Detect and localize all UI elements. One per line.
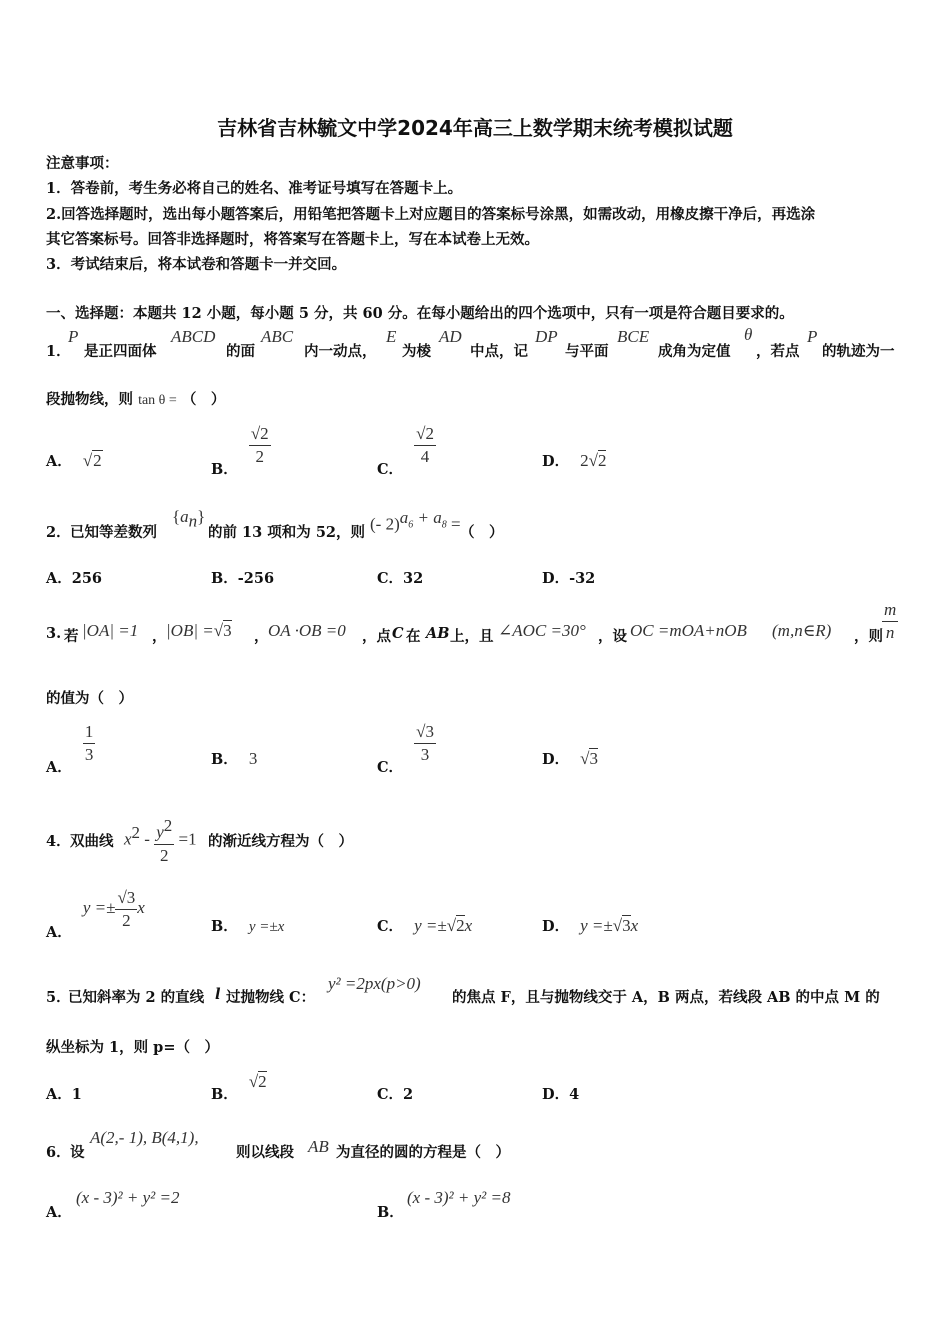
q5-option-b-label: B． bbox=[211, 1086, 238, 1103]
question-1-line-2 bbox=[46, 388, 225, 409]
q3-text-1: 若 bbox=[64, 628, 79, 645]
q3-option-a[interactable] bbox=[46, 722, 95, 776]
q2-math-sequence: $\{a_n\}$ bbox=[172, 507, 206, 531]
q1-text-2: 的面 bbox=[226, 343, 255, 360]
q1-math-AD: AD bbox=[439, 327, 462, 346]
q3-math-ab: AB bbox=[426, 625, 450, 642]
q2-option-c[interactable]: C．32 bbox=[377, 570, 424, 587]
q4-option-b-label: B． bbox=[211, 918, 238, 935]
q3-option-d[interactable] bbox=[542, 748, 598, 769]
q1-math-DP: DP bbox=[535, 327, 558, 346]
q3-option-a-label: A． bbox=[46, 758, 72, 776]
q1-math-E: E bbox=[386, 327, 397, 346]
q3-math-angle: ∠AOC =30° bbox=[498, 621, 586, 640]
q5-line-l: l bbox=[215, 986, 221, 1003]
q4-math-equation: $x^2$ - $\frac{y^2}{2}$ =1 bbox=[124, 816, 197, 865]
q1-text-3: 内一动点， bbox=[304, 343, 377, 360]
q6-option-a[interactable] bbox=[46, 1186, 346, 1226]
page-title: 吉林省吉林毓文中学2024年高三上数学期末统考模拟试题 bbox=[217, 116, 733, 140]
q5-number: 5． bbox=[46, 989, 71, 1006]
q1-option-c-label: C． bbox=[377, 460, 404, 478]
q3-option-b-label: B． bbox=[211, 751, 238, 768]
q2-number: 2． bbox=[46, 524, 71, 541]
q2-option-b[interactable]: B．-256 bbox=[211, 570, 275, 587]
q1-text-1: 是正四面体 bbox=[84, 343, 157, 360]
q2-text-2: 的前 13 项和为 52，则 bbox=[208, 524, 366, 541]
q3-option-a-value: $\frac{1}{3}$ bbox=[84, 722, 94, 764]
q1-option-d-value: 2√2 bbox=[580, 451, 607, 470]
q5-option-a[interactable]: A．1 bbox=[46, 1086, 82, 1103]
q3-option-c-value: $\frac{√3}{3}$ bbox=[416, 722, 434, 764]
q1-math-BCE: BCE bbox=[617, 327, 650, 346]
q3-option-c[interactable] bbox=[377, 722, 436, 776]
q4-option-a-label: A． bbox=[46, 924, 72, 942]
q1-option-a[interactable] bbox=[46, 450, 103, 471]
q1-math-P2: P bbox=[807, 327, 818, 346]
q3-text-8: ，则 bbox=[854, 628, 883, 645]
q6-option-b-value: (x - 3)² + y² =8 bbox=[407, 1188, 511, 1207]
q3-text-4: ，点 bbox=[362, 628, 391, 645]
q1-text-6: 与平面 bbox=[565, 343, 609, 360]
q5-math-parabola: y² =2px(p>0) bbox=[328, 974, 421, 993]
q2-math-power: (- 2)$^{a_6 + a_8}$ = bbox=[370, 508, 461, 534]
q4-option-a[interactable] bbox=[46, 888, 145, 942]
q3-option-b-value: 3 bbox=[248, 749, 258, 768]
q1-math-P: P bbox=[68, 327, 79, 346]
q1-text-4: 为棱 bbox=[402, 343, 431, 360]
q4-option-a-value: y =± $\frac{√3}{2}$ x bbox=[82, 888, 145, 930]
q1-text-5: 中点，记 bbox=[470, 343, 528, 360]
q3-text-3: ， bbox=[254, 628, 269, 645]
q1-option-a-value: √2 bbox=[82, 451, 102, 470]
notice-item-1: 1．答卷前，考生务必将自己的姓名、准考证号填写在答题卡上。 bbox=[46, 180, 463, 197]
q3-option-d-label: D． bbox=[542, 751, 570, 768]
q4-option-c-value: y =±√2x bbox=[414, 916, 473, 935]
q1-text-7: 成角为定值 bbox=[658, 343, 731, 360]
question-6 bbox=[46, 1125, 646, 1165]
q3-number: 3. bbox=[46, 625, 62, 642]
q1-option-b-value: $\frac{√2}{2}$ bbox=[250, 424, 269, 466]
q2-answer-blank: （ ） bbox=[460, 524, 504, 541]
q3-text-5: 在 bbox=[406, 628, 421, 645]
q1-math-theta: θ bbox=[744, 325, 753, 344]
q6-option-b-label: B． bbox=[377, 1204, 404, 1221]
q6-math-ab: AB bbox=[308, 1137, 329, 1156]
q5-option-b-value: √2 bbox=[248, 1072, 267, 1091]
q3-math-oc: OC =mOA+nOB bbox=[630, 621, 747, 640]
q4-option-b[interactable] bbox=[211, 915, 284, 936]
q4-option-d-label: D． bbox=[542, 918, 570, 935]
notice-heading: 注意事项： bbox=[46, 155, 119, 172]
q6-number: 6． bbox=[46, 1144, 71, 1161]
q5-option-d[interactable]: D．4 bbox=[542, 1086, 580, 1103]
question-2 bbox=[46, 505, 546, 545]
question-5-line-1 bbox=[46, 972, 906, 1012]
q6-option-a-value: (x - 3)² + y² =2 bbox=[76, 1188, 180, 1207]
q3-math-oa: |OA| =1 bbox=[82, 621, 139, 640]
q1-option-a-label: A． bbox=[46, 453, 72, 470]
q1-answer-blank: （ ） bbox=[181, 391, 226, 408]
q1-option-b[interactable] bbox=[211, 424, 271, 478]
q5-text-2: 过抛物线 C： bbox=[226, 989, 316, 1006]
q2-text-1: 已知等差数列 bbox=[70, 524, 157, 541]
q5-text-3: 的焦点 F，且与抛物线交于 A，B 两点，若线段 AB 的中点 M 的 bbox=[452, 989, 880, 1006]
q1-number: 1． bbox=[46, 343, 71, 360]
question-1-line-1 bbox=[46, 324, 906, 364]
q4-text-2: 的渐近线方程为（ ） bbox=[208, 833, 353, 850]
q3-option-d-value: √3 bbox=[580, 749, 598, 768]
q4-option-d-value: y =±√3x bbox=[580, 916, 639, 935]
q3-math-mn: (m,n∈R) bbox=[772, 621, 832, 640]
section-1-heading: 一、选择题：本题共 12 小题，每小题 5 分，共 60 分。在每小题给出的四个选项中，只有一项是符合题目要求的。 bbox=[46, 305, 794, 322]
question-3-line-1 bbox=[46, 600, 906, 650]
q1-math-ABC: ABC bbox=[261, 327, 294, 346]
q5-text-1: 已知斜率为 2 的直线 bbox=[68, 989, 205, 1006]
question-5-line-2: 纵坐标为 1，则 p=（ ） bbox=[46, 1039, 219, 1056]
q5-option-c[interactable]: C．2 bbox=[377, 1086, 414, 1103]
q3-option-c-label: C． bbox=[377, 758, 404, 776]
q6-option-b[interactable] bbox=[377, 1186, 677, 1226]
q4-option-d[interactable] bbox=[542, 915, 638, 936]
q3-text-2: ， bbox=[152, 628, 167, 645]
q2-option-d[interactable]: D．-32 bbox=[542, 570, 596, 587]
q1-math-ABCD: ABCD bbox=[171, 327, 216, 346]
notice-item-2: 2.回答选择题时，选出每小题答案后，用铅笔把答题卡上对应题目的答案标号涂黑，如需改动，用橡皮擦干净后，再选涂 bbox=[46, 206, 816, 223]
q3-math-c: C bbox=[392, 625, 404, 642]
q1-option-d-label: D． bbox=[542, 453, 570, 470]
q4-option-b-value: y =±x bbox=[248, 919, 285, 935]
q3-text-7: ，设 bbox=[598, 628, 627, 645]
q6-math-points: A(2,- 1), B(4,1), bbox=[90, 1128, 199, 1147]
q4-option-c[interactable] bbox=[377, 915, 472, 936]
q6-option-a-label: A． bbox=[46, 1204, 72, 1221]
q1-option-c-value: $\frac{√2}{4}$ bbox=[416, 424, 434, 466]
question-4 bbox=[46, 806, 446, 865]
q6-text-1: 设 bbox=[70, 1144, 85, 1161]
q1-option-c[interactable] bbox=[377, 424, 436, 478]
q3-math-dot: OA ·OB =0 bbox=[268, 621, 346, 640]
notice-item-2-cont: 其它答案标号。回答非选择题时，将答案写在答题卡上，写在本试卷上无效。 bbox=[46, 231, 539, 248]
q1-math-tan: tan θ = bbox=[138, 393, 177, 408]
q3-text-6: 上，且 bbox=[450, 628, 494, 645]
q3-option-b[interactable] bbox=[211, 748, 257, 769]
q6-text-3: 为直径的圆的方程是（ ） bbox=[336, 1144, 510, 1161]
q1-option-b-label: B． bbox=[211, 460, 238, 478]
notice-item-3: 3．考试结束后，将本试卷和答题卡一并交回。 bbox=[46, 256, 347, 273]
q1-text-9: 的轨迹为一 bbox=[822, 343, 895, 360]
q5-option-b[interactable] bbox=[211, 1072, 267, 1104]
q6-text-2: 则以线段 bbox=[236, 1144, 294, 1161]
q1-text-8: ，若点 bbox=[756, 343, 800, 360]
question-3-line-2: 的值为（ ） bbox=[46, 690, 133, 707]
q3-math-m-over-n: $\frac{m}{n}$ bbox=[884, 600, 897, 642]
q2-option-a[interactable]: A．256 bbox=[46, 570, 103, 587]
q4-option-c-label: C． bbox=[377, 918, 404, 935]
q4-text-1: 双曲线 bbox=[70, 833, 114, 850]
q1-option-d[interactable] bbox=[542, 450, 606, 471]
q3-math-ob: |OB| =√3 bbox=[166, 621, 232, 640]
q4-number: 4． bbox=[46, 833, 71, 850]
q1-line-2-text: 段抛物线，则 bbox=[46, 391, 133, 408]
